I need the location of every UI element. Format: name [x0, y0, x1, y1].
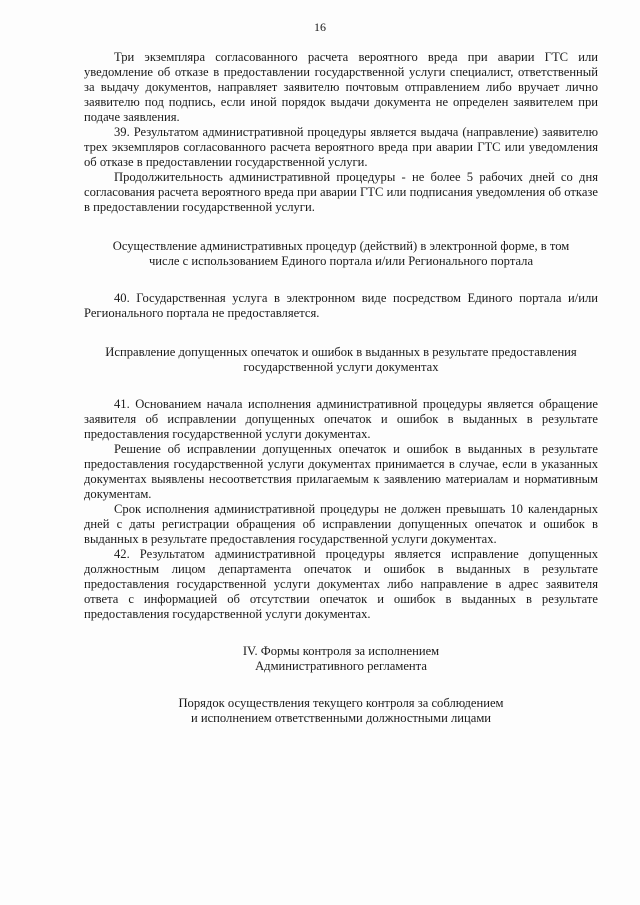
subsection-heading: [84, 696, 598, 726]
page-number: 16: [314, 20, 326, 34]
section-iv-line-1: IV. Формы контроля за исполнением: [242, 644, 440, 658]
subsection-line-2: и исполнением ответственными должностными лицами: [190, 711, 492, 725]
paragraph: Продолжительность административной процедуры - не более 5 рабочих дней со дня согласования расчета вероятного вреда при аварии ГТС или подписания уведомления об отказе в предоставлении государственной услуги.: [84, 170, 598, 214]
section-heading-corrections: Исправление допущенных опечаток и ошибок в выданных в результате предоставления государственной услуги документах: [105, 345, 577, 374]
paragraph: Три экземпляра согласованного расчета вероятного вреда при аварии ГТС или уведомление об отказе в предоставлении государственной услуги специалист, ответственный за выдачу документов, направляет заявителю почтовым отправлением либо вручает лично заявителю под подпись, если иной порядок выдачи документа не определен заявителем при подаче заявления.: [84, 50, 598, 124]
section-heading-electronic: Осуществление административных процедур (действий) в электронной форме, в том числе с использованием Единого портала и/или Регионального портала: [112, 239, 570, 268]
section-iv-line-2: Административного регламента: [255, 659, 427, 673]
paragraph: Срок исполнения административной процедуры не должен превышать 10 календарных дней с даты регистрации обращения об исправлении допущенных опечаток и ошибок в выданных в результате предоставления государственной услуги документах.: [84, 502, 598, 546]
paragraph-40: 40. Государственная услуга в электронном виде посредством Единого портала и/или Регионального портала не предоставляется.: [84, 291, 598, 320]
paragraph-39: 39. Результатом административной процедуры является выдача (направление) заявителю трех экземпляров согласованного расчета вероятного вреда при аварии ГТС или уведомления об отказе в предоставлении государственной услуги.: [84, 125, 598, 169]
document-body: [84, 50, 598, 726]
paragraph: Решение об исправлении допущенных опечаток и ошибок в выданных в результате предоставления государственной услуги документах принимается в случае, если в указанных документах выявлены несоответствия прилагаемым к заявлению материалам и нормативным документам.: [84, 442, 598, 501]
paragraph-42: 42. Результатом административной процедуры является исправление допущенных должностным лицом департамента опечаток и ошибок в выданных в результате предоставления государственной услуги документах либо направление в адрес заявителя ответа с информацией об отсутствии опечаток и ошибок в выданных в результате предоставления государственной услуги документах.: [84, 547, 598, 621]
section-iv-heading: [84, 644, 598, 674]
subsection-line-1: Порядок осуществления текущего контроля за соблюдением: [178, 696, 504, 710]
paragraph-41: 41. Основанием начала исполнения административной процедуры является обращение заявителя об исправлении допущенных опечаток и ошибок в выданных в результате предоставления государственной услуги документах.: [84, 397, 598, 441]
